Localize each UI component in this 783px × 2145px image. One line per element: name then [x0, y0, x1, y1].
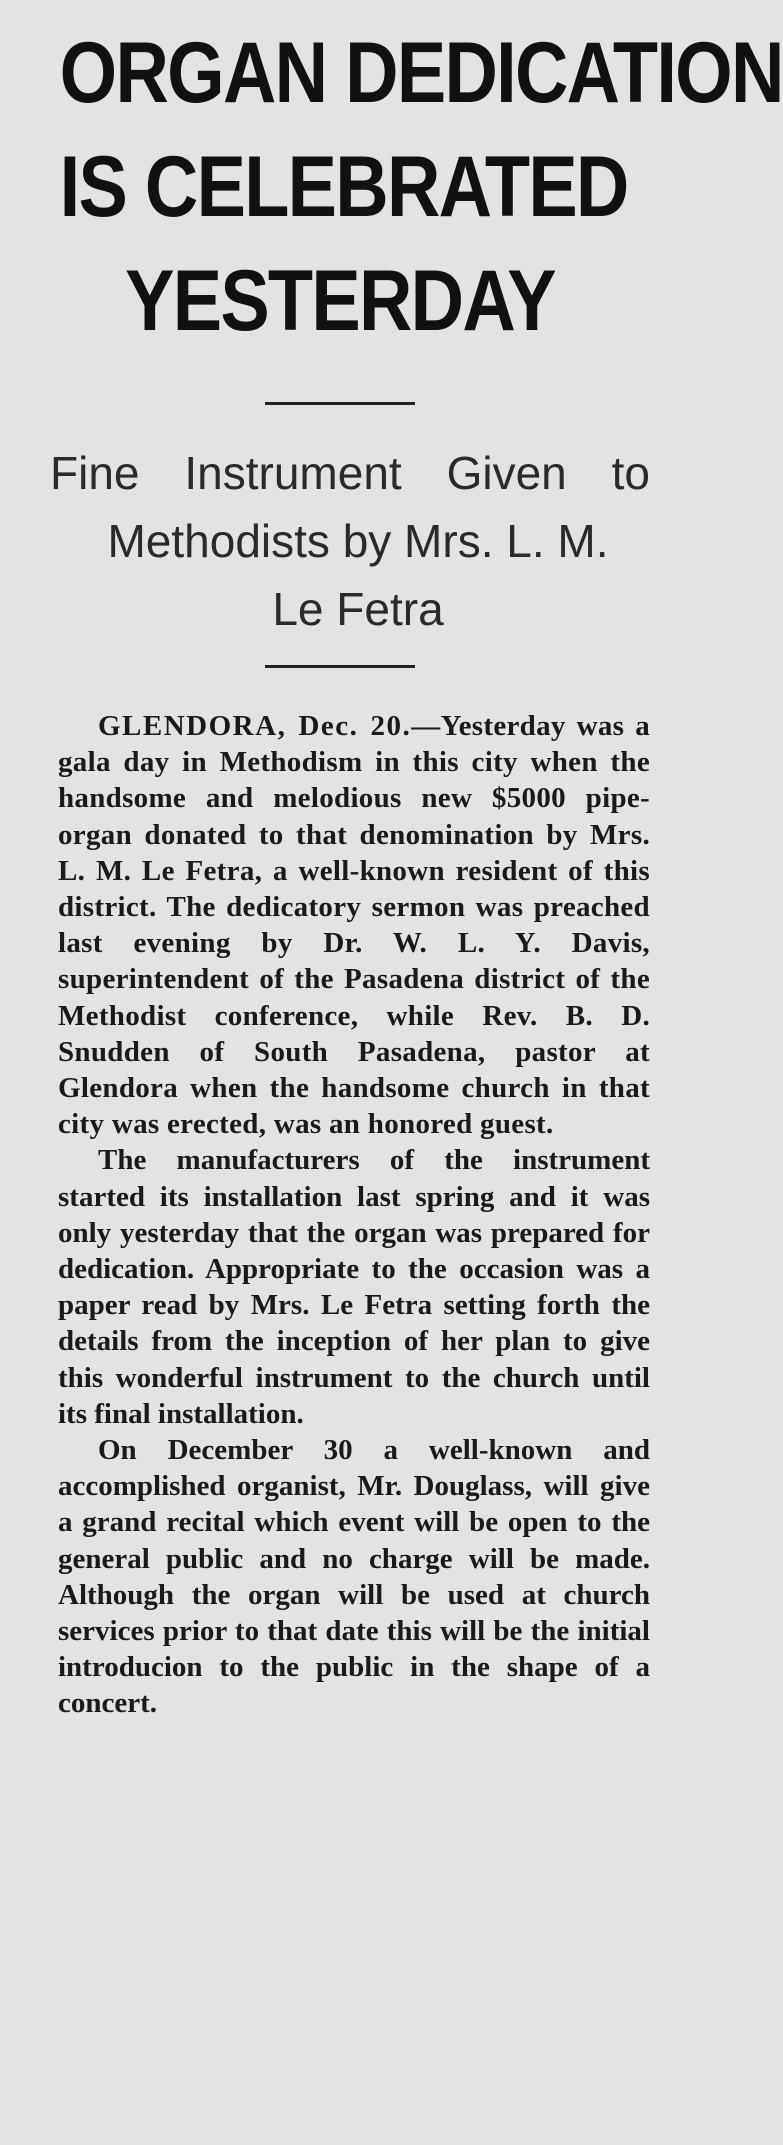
headline-line-3: YESTERDAY — [125, 253, 555, 349]
dateline: GLENDORA, Dec. 20. — [98, 710, 412, 742]
divider-rule-bottom — [265, 665, 415, 668]
paragraph-1 — [58, 708, 650, 1142]
headline-line-1: ORGAN DEDICATION — [59, 25, 783, 121]
subheadline-line-3: Le Fetra — [272, 583, 444, 635]
divider-rule-top — [265, 402, 415, 405]
headline-line-2: IS CELEBRATED — [59, 139, 628, 235]
paragraph-1-text: —Yesterday was a gala day in Methodism in this city when the handsome and melodious new $5000 pipe-organ donated to that denomination by Mrs. L. M. Le Fetra, a well-known resident of this district. The dedicatory sermon was preached last evening by Dr. W. L. Y. Davis, superintendent of the Pasadena district of the Methodist conference, while Rev. B. D. Snudden of South Pasadena, pastor at Glendora when the handsome church in that city was erected, was an honored guest. — [58, 710, 650, 1141]
subheadline-line-1: Fine Instrument Given to — [50, 447, 650, 499]
article-body — [14, 708, 666, 1722]
subheadline — [14, 439, 666, 643]
subheadline-line-2: Methodists by Mrs. L. M. — [107, 515, 609, 567]
paragraph-3: On December 30 a well-known and accomplished organist, Mr. Douglass, will give a grand recital which event will be open to the general public and no charge will be made. Although the organ will be used at church services prior to that date this will be the initial introducion to the public in the shape of a concert. — [58, 1434, 650, 1720]
headline — [59, 0, 783, 358]
paragraph-2: The manufacturers of the instrument started its installation last spring and it was only yesterday that the organ was prepared for dedication. Appropriate to the occasion was a paper read by Mrs. Le Fetra setting forth the details from the inception of her plan to give this wonderful instrument to the church until its final installation. — [58, 1144, 650, 1430]
